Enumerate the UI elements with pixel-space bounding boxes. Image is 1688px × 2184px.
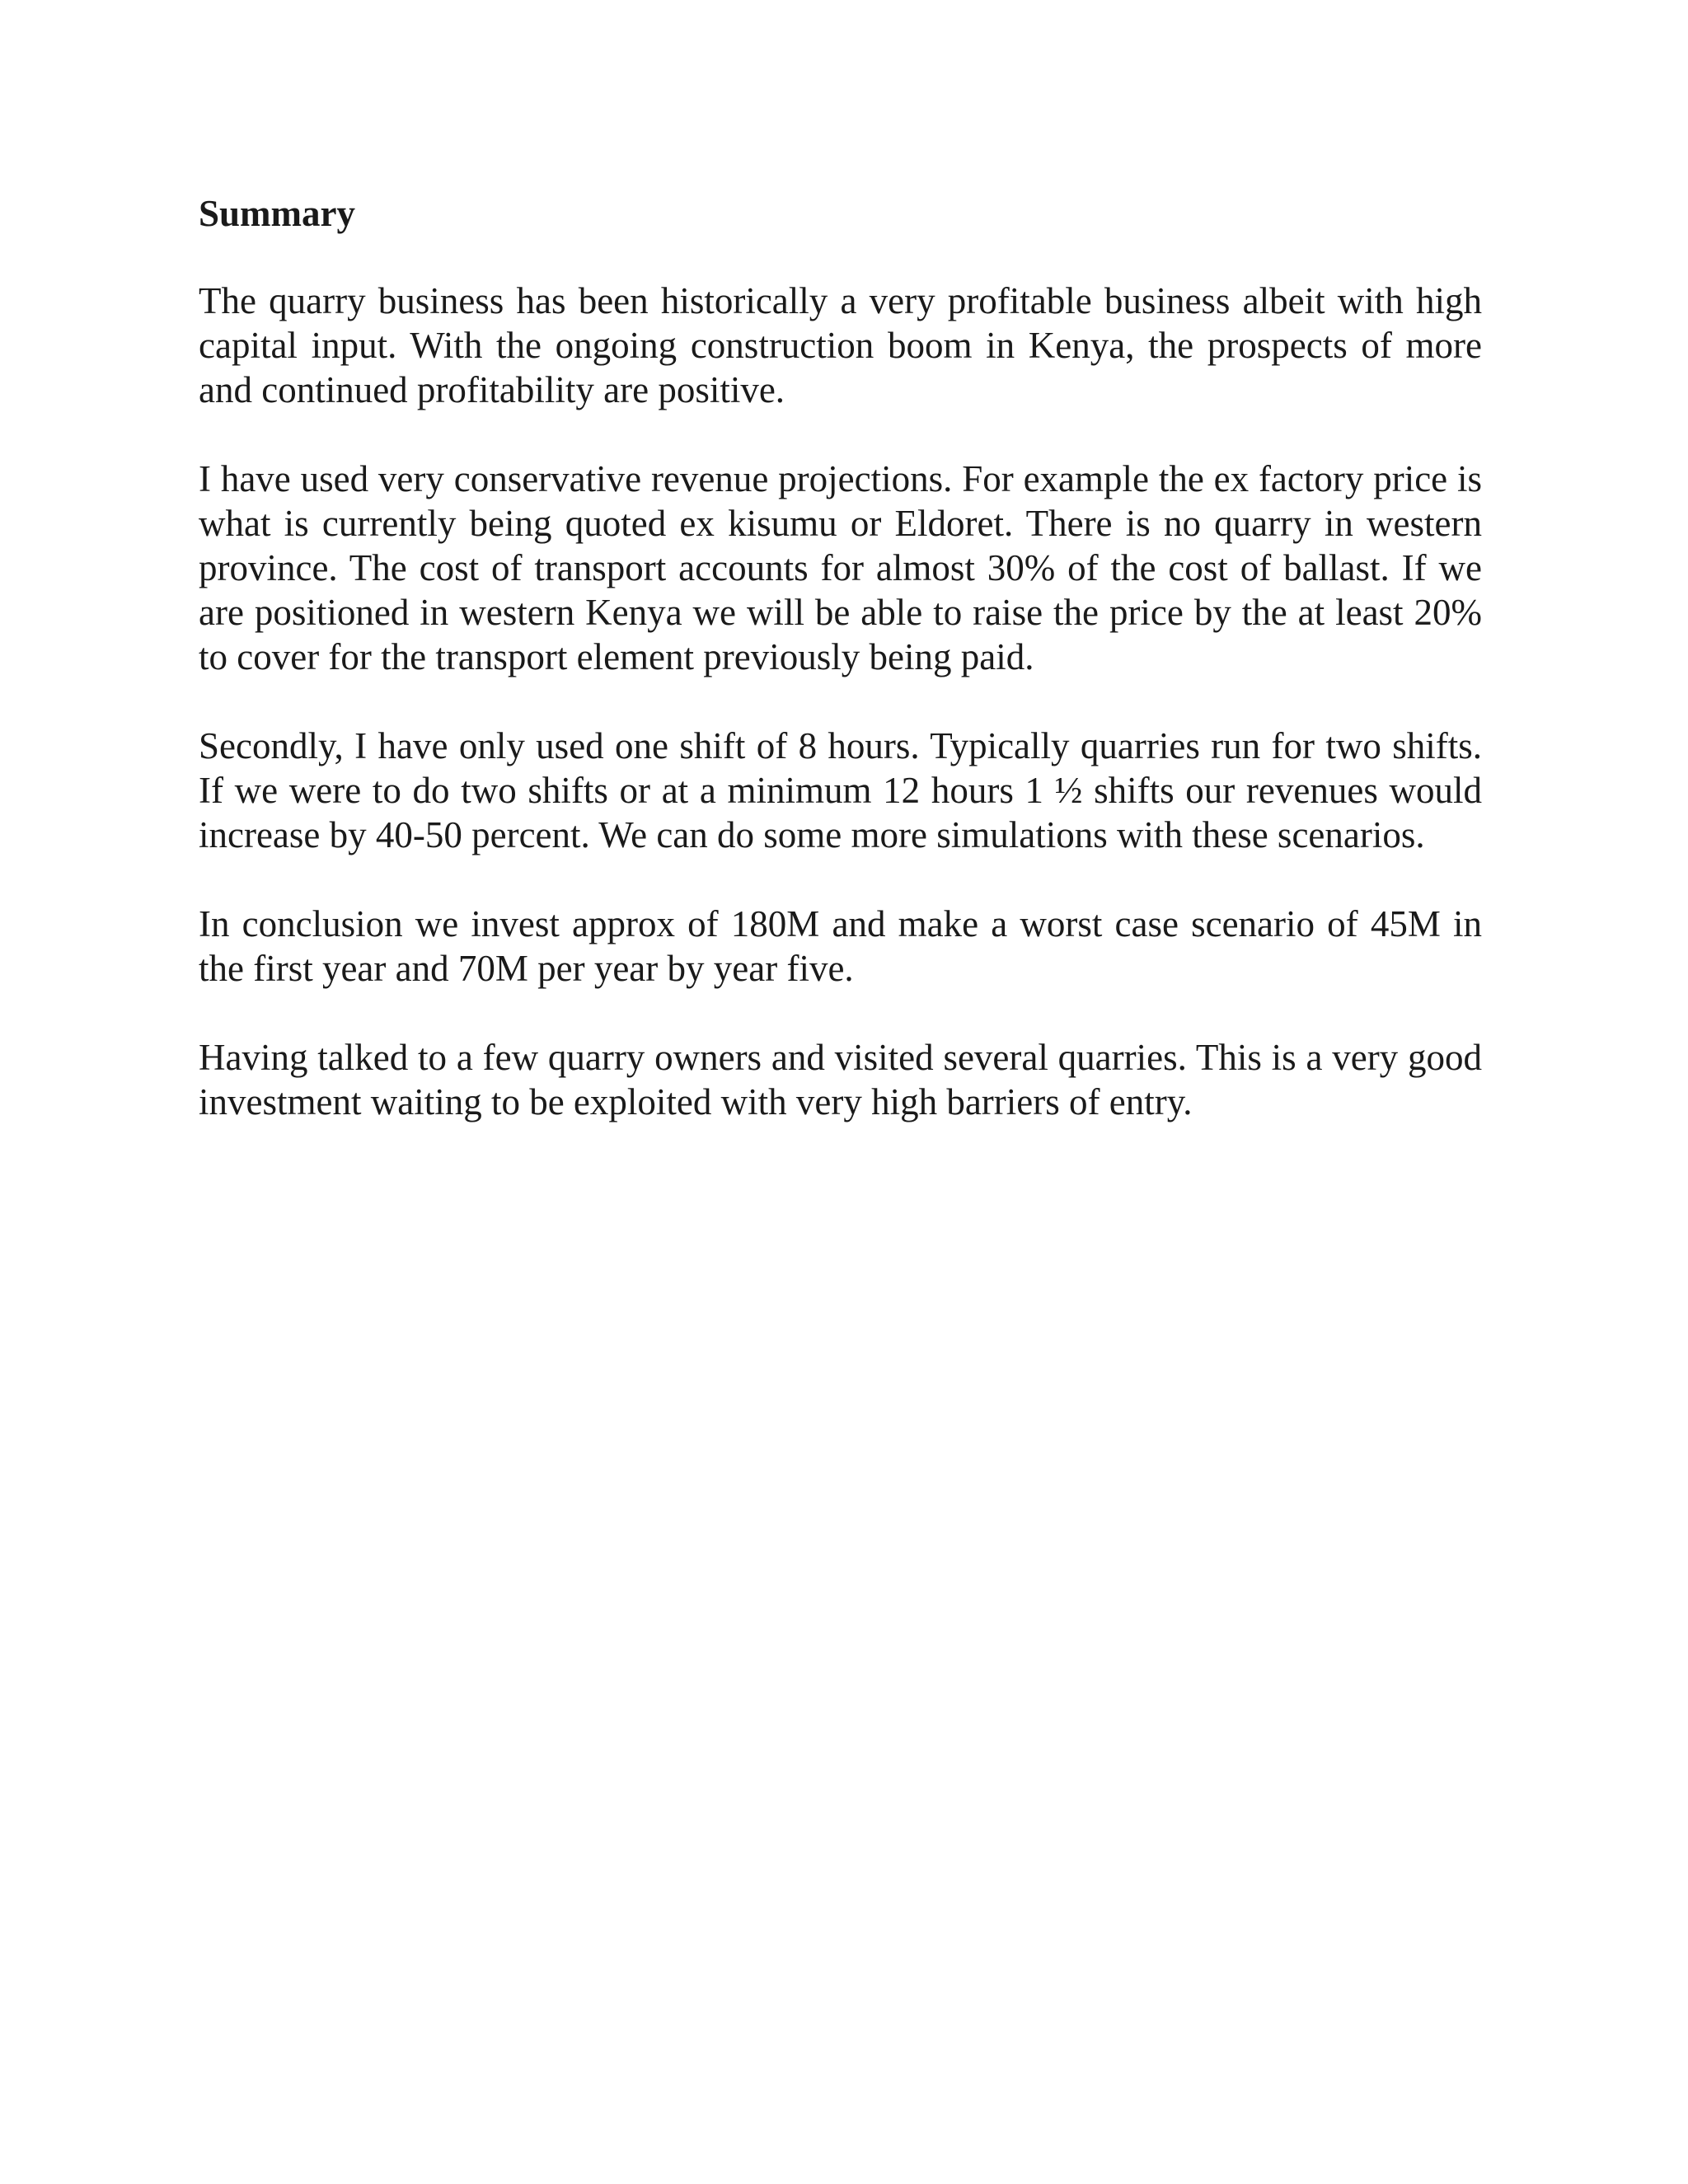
paragraph-shifts: Secondly, I have only used one shift of 8 hours. Typically quarries run for two shifts. If we were to do two shifts or at a minimum 12 hours 1 ½ shifts our revenues would increase by 40-50 percent. We can do some more simulations with these scenarios. [199, 725, 1482, 855]
paragraph-revenue-projections: I have used very conservative revenue projections. For example the ex factory price is what is currently being quoted ex kisumu or Eldoret. There is no quarry in western province. The cost of transport accounts for almost 30% of the cost of ballast. If we are positioned in western Kenya we will be able to raise the price by the at least 20% to cover for the transport element previously being paid. [199, 458, 1482, 677]
paragraph-conclusion: In conclusion we invest approx of 180M and make a worst case scenario of 45M in the first year and 70M per year by year five. [199, 903, 1482, 989]
paragraph-quarry-business: The quarry business has been historically a very profitable business albeit with high capital input. With the ongoing construction boom in Kenya, the prospects of more and continued profitability are positive. [199, 280, 1482, 410]
paragraph-investment-assessment: Having talked to a few quarry owners and visited several quarries. This is a very good investment waiting to be exploited with very high barriers of entry. [199, 1037, 1482, 1122]
summary-heading: Summary [199, 193, 355, 234]
